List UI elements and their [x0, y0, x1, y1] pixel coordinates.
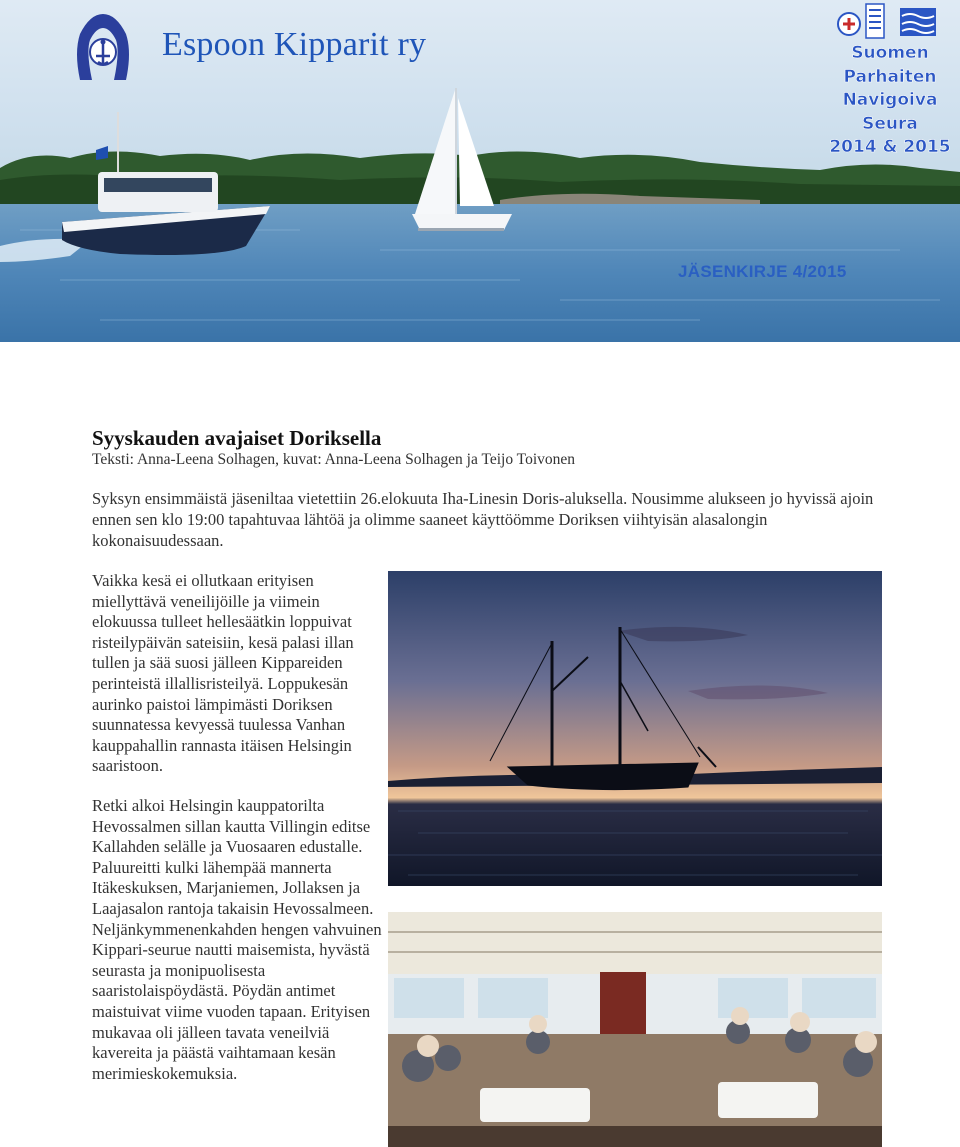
- header-banner: [0, 0, 960, 342]
- award-line: Navigoiva: [842, 90, 938, 110]
- award-line: 2014 & 2015: [829, 137, 951, 157]
- association-flags-icon: [836, 2, 960, 40]
- award-line: Suomen: [851, 43, 929, 63]
- award-line: Parhaiten: [843, 66, 937, 87]
- article-intro: Syksyn ensimmäistä jäseniltaa vietettiin 26.elokuuta Iha-Linesin Doris-aluksella. Nousimme alukseen jo hyvissä ajoin ennen sen klo 19:00 tapahtuvaa lähtöä ja olimme saaneet käyttöömme Doriksen viihtyisän alasalongin kokonaisuudessaan.: [92, 489, 874, 550]
- article-byline: Teksti: Anna-Leena Solhagen, kuvat: Anna-Leena Solhagen ja Teijo Toivonen: [92, 451, 576, 468]
- harbor-photo: [0, 0, 960, 342]
- club-logo: [72, 12, 134, 82]
- saloon-dining-photo: [388, 912, 882, 1147]
- article-paragraph: Retki alkoi Helsingin kauppatorilta Hevossalmen sillan kautta Villingin editse Kallahden selälle ja Vuosaaren edustalle. Paluureitti kulki lähempää mannerta Itäkeskuksen, Marjaniemen, Jollaksen ja Laajasalon rantoja takaisin Hevossalmeen.: [92, 796, 374, 918]
- sunset-schooner-photo: [388, 571, 882, 886]
- award-badge: [822, 42, 958, 160]
- article-paragraph: Vaikka kesä ei ollutkaan erityisen miellyttävä veneilijöille ja viimein elokuussa tulleet hellesäätkin loppuivat risteilypäivän sateisiin, kesä palasi illan tullen ja sää suosi jälleen Kippareiden perinteistä illallisristeilyä. Loppukesän aurinko paistoi lämpimästi Doriksen suunnatessa kevyessä tuulessa Vanhan kauppahallin rannasta itäisen Helsingin saaristoon.: [92, 571, 354, 776]
- article-paragraph: Neljänkymmenenkahden hengen vahvuinen Kippari-seurue nautti maisemista, hyvästä seurasta ja monipuolisesta saaristolaispöydästä. Pöydän antimet maistuivat viime vuoden tapaan. Erityisen mukavaa oli jälleen tavata veneilviä kavereita ja päästä vaihtamaan kesän merimieskokemuksia.: [92, 919, 382, 1083]
- article-title: Syyskauden avajaiset Doriksella: [92, 426, 382, 450]
- newsletter-issue: JÄSENKIRJE 4/2015: [678, 262, 847, 281]
- club-name: Espoon Kipparit ry: [162, 26, 427, 63]
- award-line: Seura: [862, 113, 918, 134]
- article-column-2: [92, 796, 384, 1084]
